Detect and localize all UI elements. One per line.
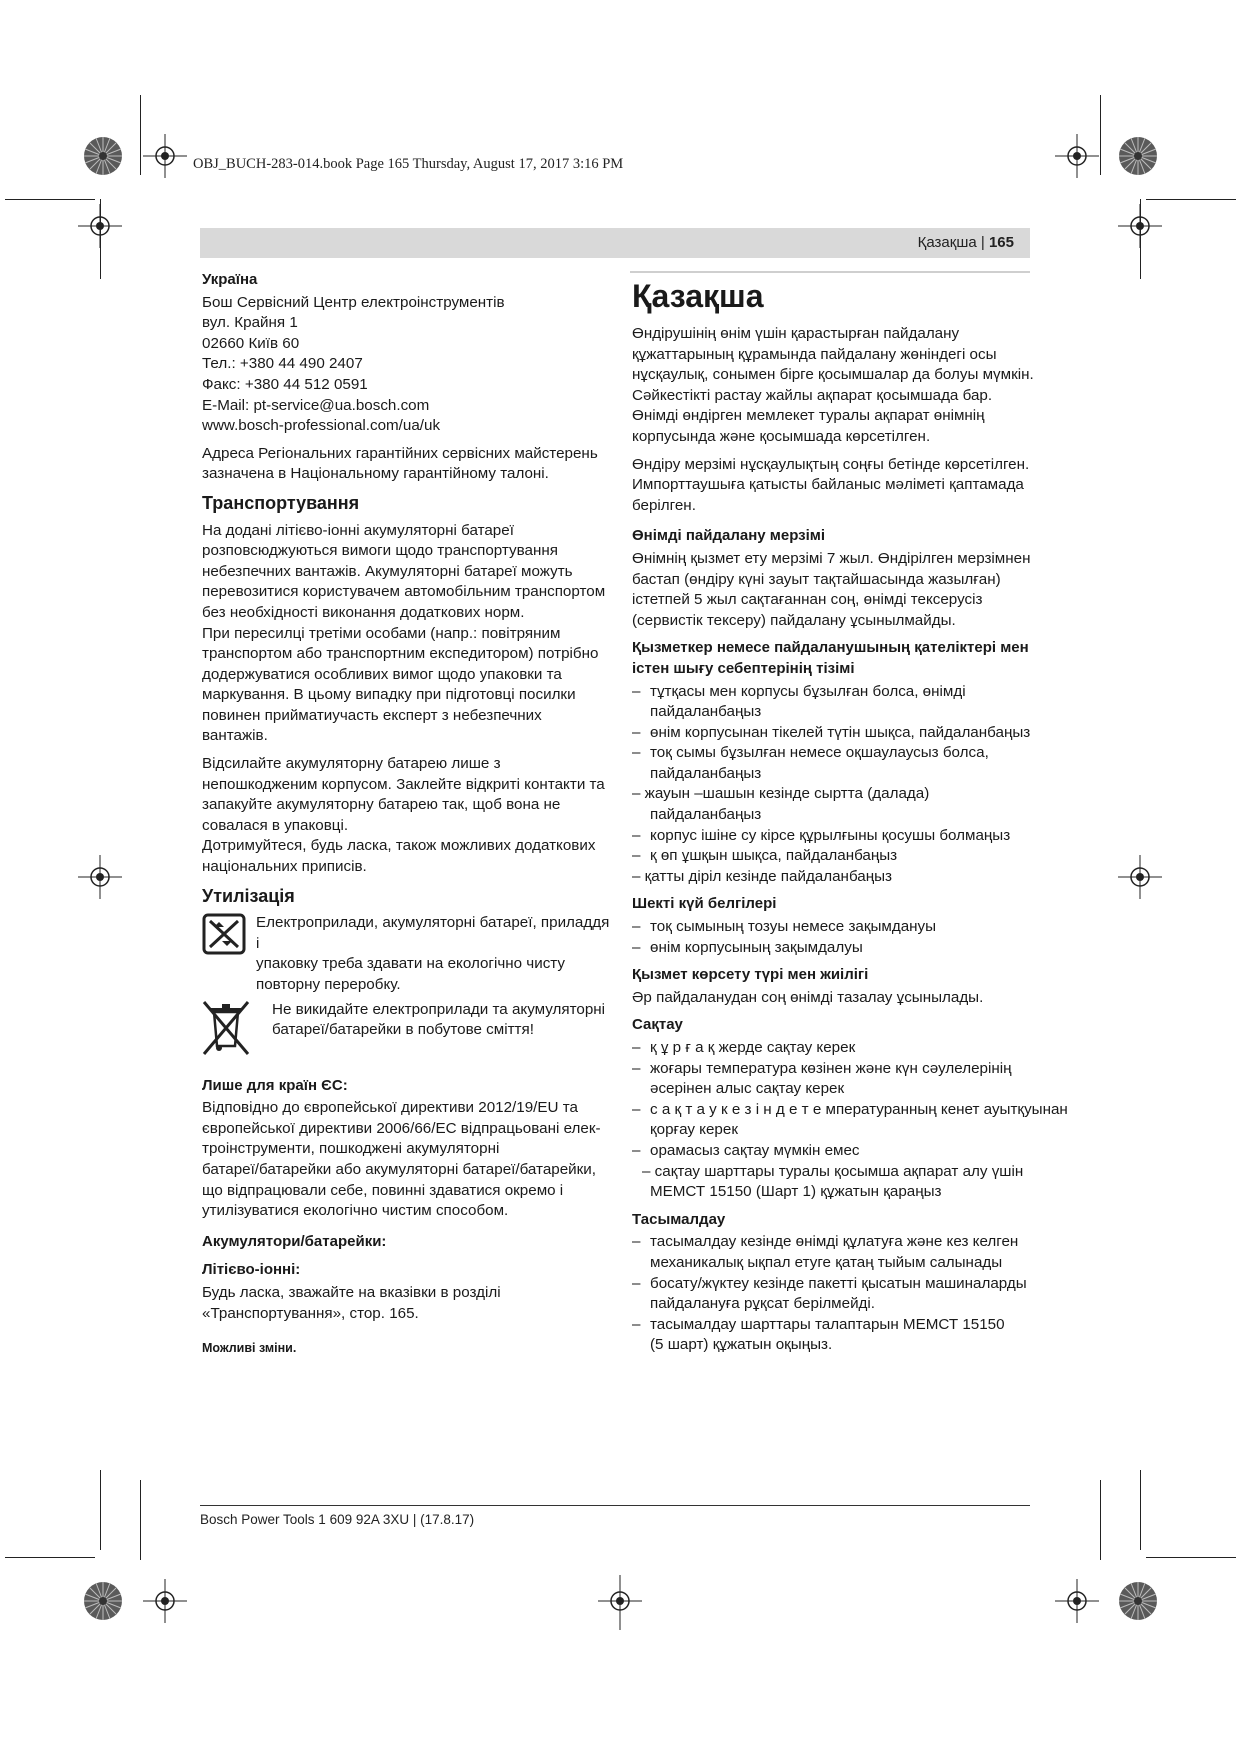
list-item: – тоқ сымының тозуы немесе зақымдануы bbox=[632, 917, 1072, 938]
list-item: механикалық ықпал етуге қатаң тыйым салынады bbox=[650, 1253, 1003, 1271]
email-link: E-Mail: pt-service@ua.bosch.com bbox=[202, 396, 430, 414]
errors-heading: Қызметкер немесе пайдаланушының қателіктері мен істен шығу себептерінің тізімі bbox=[632, 639, 1029, 677]
header-language: Қазақша bbox=[917, 234, 977, 251]
disposal-heading: Утилізація bbox=[202, 885, 295, 906]
list-item: – босату/жүктеу кезінде пакетті қысатын машиналарды bbox=[632, 1274, 1072, 1295]
ukraine-heading: Україна bbox=[202, 271, 258, 288]
transport-kz-heading: Тасымалдау bbox=[632, 1210, 726, 1228]
list-item: – орамасыз сақтау мүмкін емес bbox=[632, 1141, 1072, 1162]
service-heading: Қызмет көрсету түрі мен жиілігі bbox=[632, 966, 869, 984]
list-item: – жоғары температура көзінен және күн сәулелерінің bbox=[632, 1059, 1072, 1080]
list-item: – с а қ т а у к е з і н д е т е мпературанның кенет ауытқуынан bbox=[632, 1100, 1072, 1121]
list-item: – тұтқасы мен корпусы бұзылған болса, өнімді bbox=[632, 682, 1072, 703]
header-rule bbox=[630, 271, 1030, 273]
list-item: қорғау керек bbox=[650, 1121, 738, 1139]
list-item: – қ өп ұшқын шықса, пайдаланбаңыз bbox=[632, 846, 1072, 867]
errors-list bbox=[632, 682, 1072, 888]
list-item: – тасымалдау кезінде өнімді құлатуға және кез келген bbox=[632, 1232, 1072, 1253]
lithium-ion-subheading: Літієво-іонні: bbox=[202, 1261, 301, 1279]
list-item: пайдаланбаңыз bbox=[650, 703, 762, 721]
transport-kz-list bbox=[632, 1232, 1072, 1356]
footer-rule bbox=[200, 1505, 1030, 1506]
weee-note: Не викидайте електроприлади та акумуляторні батареї/батарейки в побутове сміття! bbox=[202, 1000, 612, 1062]
list-item: – қ ұ р ғ а қ жерде сақтау керек bbox=[632, 1038, 1072, 1059]
ukraine-address: Бош Сервісний Центр електроінструментів вул. Крайня 1 02660 Київ 60 Тел.: +380 44 490 2407 Факс: +380 44 512 0591 E-Mail: pt-service@ua.bosch.com www.bosch-professional.com/ua/uk bbox=[202, 293, 612, 437]
right-column bbox=[632, 278, 1072, 1363]
batteries-text: Будь ласка, зважайте на вказівки в розділі «Транспортування», стор. 165. bbox=[202, 1283, 501, 1322]
eu-heading: Лише для країн ЄС: bbox=[202, 1076, 348, 1094]
list-item: – тоқ сымы бұзылған немесе оқшаулаусыз болса, bbox=[632, 743, 1072, 764]
list-item: – қатты діріл кезінде пайдаланбаңыз bbox=[632, 867, 893, 885]
list-item: әсерінен алыс сақтау керек bbox=[650, 1080, 845, 1098]
transport-paragraph-2: Відсилайте акумуляторну батарею лише з непошкодженим корпусом. Заклейте відкриті контакти та запакуйте акумуляторну батарею так, щоб вона не совалася в упаковці. Дотримуйтеся, будь ласка, також можливих додаткових національних приписів. bbox=[202, 755, 605, 876]
transport-heading: Транспортування bbox=[202, 492, 360, 513]
list-item: – сақтау шарттары туралы қосымша ақпарат алу үшін bbox=[642, 1162, 1024, 1180]
storage-list bbox=[632, 1038, 1072, 1203]
storage-heading: Сақтау bbox=[632, 1016, 683, 1034]
eu-text: Відповідно до європейської директиви 2012/19/EU та європейської директиви 2006/66/EC відпрацьовані елек- троінструменти, пошкоджені акумуляторні батареї/батарейки або акумуляторні батареї/батарейки, що відпрацювали себе, повинні здаватися окремо і утилізуватися екологічно чистим способом. bbox=[202, 1099, 601, 1220]
list-item: пайдалануға рұқсат берілмейді. bbox=[650, 1295, 876, 1313]
footer: Bosch Power Tools 1 609 92A 3XU | (17.8.17) bbox=[200, 1512, 475, 1527]
list-item: – өнім корпусынан тікелей түтін шықса, пайдаланбаңыз bbox=[632, 723, 1072, 744]
recycling-icon bbox=[202, 913, 246, 955]
list-item: пайдаланбаңыз bbox=[650, 806, 762, 824]
service-life-heading: Өнімді пайдалану мерзімі bbox=[632, 527, 826, 545]
recycling-note: Електроприлади, акумуляторні батареї, приладдя і упаковку треба здавати на екологічно чисту повторну переробку. bbox=[202, 913, 612, 995]
website-link: www.bosch-professional.com/ua/uk bbox=[202, 417, 441, 435]
list-item: – өнім корпусының зақымдалуы bbox=[632, 938, 1072, 959]
transport-paragraph-1: На додані літієво-іонні акумуляторні батареї розповсюджуються вимоги щодо транспортування небезпечних вантажів. Акумуляторні батареї можуть перевозитися користувачем автомобільним транспортом без необхідності виконання додаткових норм. При пересилці третіми особами (напр.: повітряним транспортом або транспортним експедитором) потрібно додержуватися особливих вимог щодо упаковки та маркування. В цьому випадку при підготовці посилки повинен прийматиучасть експерт з небезпечних вантажів. bbox=[202, 521, 606, 745]
service-text: Әр пайдаланудан соң өнімді тазалау ұсынылады. bbox=[632, 988, 984, 1006]
ukraine-note: Адреса Регіональних гарантійних сервісних майстерень зазначена в Національному гарантійному талоні. bbox=[202, 444, 598, 483]
limit-list bbox=[632, 917, 1072, 958]
print-slug: OBJ_BUCH-283-014.book Page 165 Thursday, August 17, 2017 3:16 PM bbox=[193, 156, 624, 172]
running-header-text: Қазақша | 165 bbox=[917, 234, 1014, 251]
service-life-text: Өнімнің қызмет ету мерзімі 7 жыл. Өндірілген мерзімнен бастап (өндіру күні зауыт тақтайшасында жазылған) істетпей 5 жыл сақтағаннан соң, өнімді тексерусіз (сервистік тексеру) пайдалану ұсынылмайды. bbox=[632, 549, 1031, 629]
intro-paragraph-2: Өндіру мерзімі нұсқаулықтың соңғы бетінде көрсетілген. Импорттаушыға қатысты байланыс мәліметі қаптамада берілген. bbox=[632, 455, 1030, 514]
left-column bbox=[202, 270, 612, 1359]
list-item: – тасымалдау шарттары талаптарын МЕМСТ 15150 bbox=[632, 1315, 1072, 1336]
section-title: Қазақша bbox=[632, 278, 764, 314]
list-item: (5 шарт) құжатын оқыңыз. bbox=[650, 1336, 833, 1354]
crossed-bin-icon bbox=[202, 1000, 250, 1056]
batteries-heading: Акумулятори/батарейки: bbox=[202, 1232, 387, 1250]
limit-heading: Шекті күй белгілері bbox=[632, 895, 777, 913]
list-item: МЕМСТ 15150 (Шарт 1) құжатын қараңыз bbox=[650, 1183, 942, 1201]
changes-note: Можливі зміни. bbox=[202, 1341, 297, 1356]
list-item: пайдаланбаңыз bbox=[650, 764, 762, 782]
intro-paragraph-1: Өндірушінің өнім үшін қарастырған пайдалану құжаттарының құрамында пайдалану жөніндегі осы нұсқаулық, сонымен бірге қосымшалар да болуы мүмкін. Сәйкестікті растау жайлы ақпарат қосымшада бар. Өнімді өндірген мемлекет туралы ақпарат өнімнің корпусында және қосымшада көрсетілген. bbox=[632, 325, 1034, 445]
list-item: – жауын –шашын кезінде сыртта (далада) bbox=[632, 785, 930, 803]
page-number: 165 bbox=[988, 234, 1014, 251]
running-header bbox=[200, 228, 1030, 258]
list-item: – корпус ішіне су кірсе құрылғыны қосушы болмаңыз bbox=[632, 826, 1072, 847]
